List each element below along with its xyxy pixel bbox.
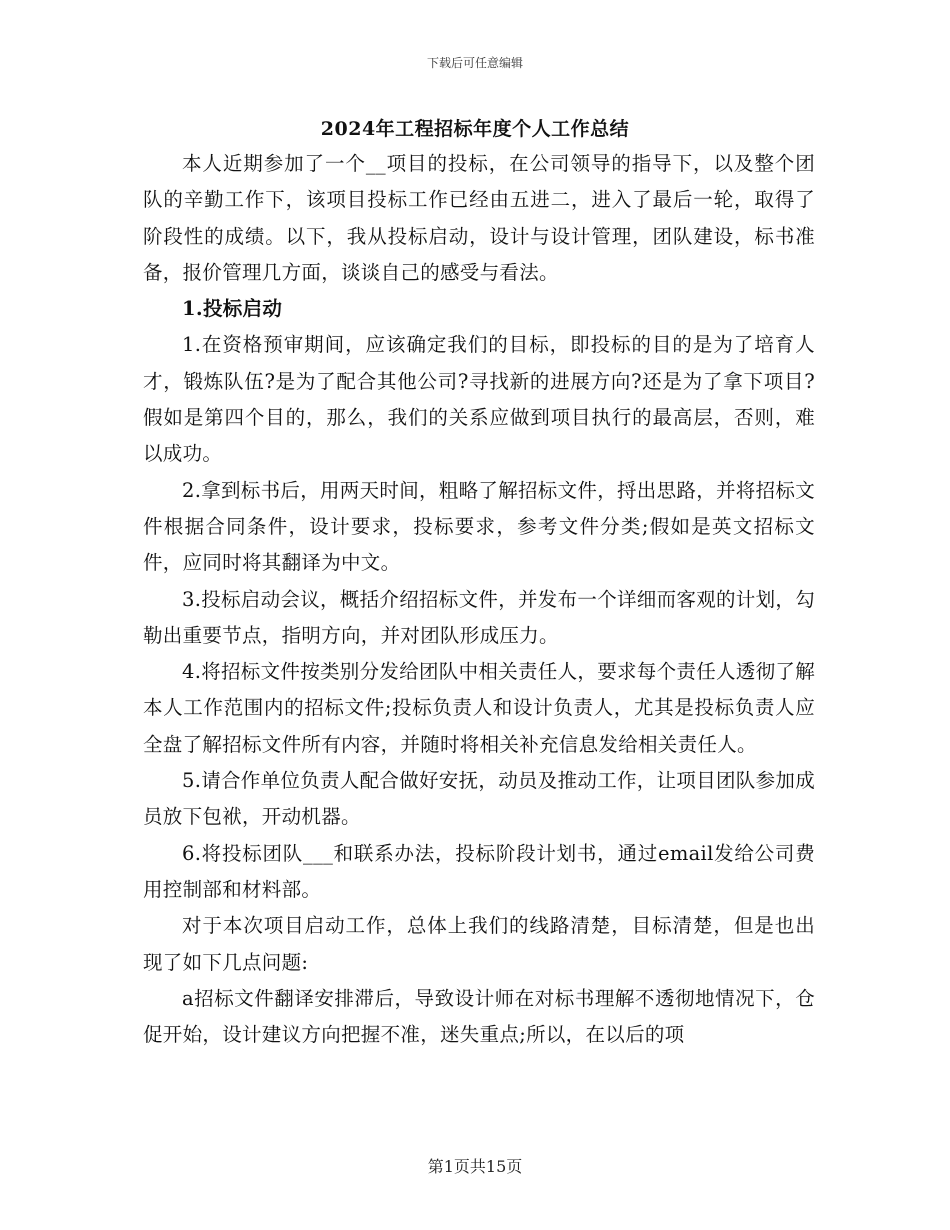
paragraph-item-5: 5.请合作单位负责人配合做好安抚，动员及推动工作，让项目团队参加成员放下包袱，开动机器。 (143, 769, 816, 829)
paragraph-summary: 对于本次项目启动工作，总体上我们的线路清楚，目标清楚，但是也出现了如下几点问题: (143, 914, 815, 974)
section-heading-bid-launch: 1.投标启动 (182, 297, 283, 321)
paragraph-item-6: 6.将投标团队___和联系办法，投标阶段计划书，通过email发给公司费用控制部和材料部。 (143, 841, 815, 901)
paragraph-intro: 本人近期参加了一个__项目的投标，在公司领导的指导下，以及整个团队的辛勤工作下，该项目投标工作已经由五进二，进入了最后一轮，取得了阶段性的成绩。以下，我从投标启动，设计与设计管理，团队建设，标书准备，报价管理几方面，谈谈自己的感受与看法。 (143, 152, 815, 284)
document-title: 2024年工程招标年度个人工作总结 (320, 118, 630, 140)
paragraph-item-1: 1.在资格预审期间，应该确定我们的目标，即投标的目的是为了培育人才，锻炼队伍?是为了配合其他公司?寻找新的进展方向?还是为了拿下项目?假如是第四个目的，那么，我们的关系应做到项目执行的最高层，否则，难以成功。 (143, 333, 815, 466)
document-body (143, 146, 815, 1053)
paragraph-item-3: 3.投标启动会议，概括介绍招标文件，并发布一个详细而客观的计划，勾勒出重要节点，指明方向，并对团队形成压力。 (143, 587, 816, 647)
paragraph-item-4: 4.将招标文件按类别分发给团队中相关责任人，要求每个责任人透彻了解本人工作范围内的招标文件;投标负责人和设计负责人，尤其是投标负责人应全盘了解招标文件所有内容，并随时将相关补充信息发给相关责任人。 (143, 660, 816, 756)
paragraph-item-2: 2.拿到标书后，用两天时间，粗略了解招标文件，捋出思路，并将招标文件根据合同条件，设计要求，投标要求，参考文件分类;假如是英文招标文件，应同时将其翻译为中文。 (143, 478, 816, 575)
page-number: 第1页共15页 (427, 1157, 523, 1176)
paragraph-issue-a: a招标文件翻译安排滞后，导致设计师在对标书理解不透彻地情况下，仓促开始，设计建议方向把握不准，迷失重点;所以，在以后的项 (143, 986, 815, 1047)
header-note: 下载后可任意编辑 (426, 56, 523, 70)
